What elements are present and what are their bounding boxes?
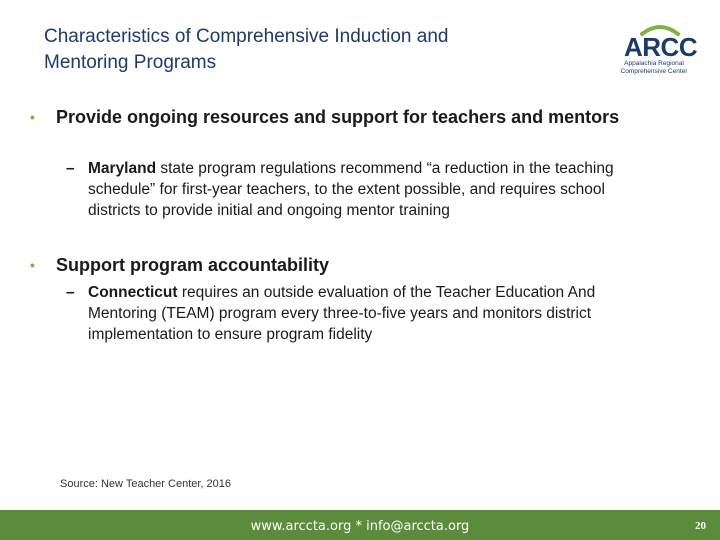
footer-links[interactable]: www.arccta.org * info@arccta.org	[250, 519, 470, 534]
bullet-dot: •	[30, 257, 35, 273]
sub-item-1-text	[88, 158, 648, 221]
slide-title	[44, 24, 584, 76]
bullet-dot: •	[30, 109, 35, 125]
sub-dash: –	[66, 284, 75, 301]
sub-item-2-text	[88, 282, 648, 345]
state-name: Connecticut	[88, 284, 178, 301]
footer-bar	[0, 510, 720, 540]
logo-text: ARCC	[624, 32, 698, 62]
arcc-logo	[612, 22, 696, 80]
state-name: Maryland	[88, 160, 157, 177]
title-line-2: Mentoring Programs	[44, 52, 217, 73]
sub-dash: –	[66, 160, 75, 177]
logo-subtitle-2: Comprehensive Center	[620, 68, 688, 75]
sub-item-2-rest: requires an outside evaluation of the Teacher Education And Mentoring (TEAM) program every three-to-five years and monitors district implementation to ensure program fidelity	[88, 284, 596, 343]
title-line-1: Characteristics of Comprehensive Induction and	[44, 26, 449, 47]
logo-subtitle-1: Appalachia Regional	[624, 60, 684, 67]
sub-item-1-rest: state program regulations recommend “a reduction in the teaching schedule” for first-year teachers, to the extent possible, and requires school districts to provide initial and ongoing mentor training	[88, 160, 614, 219]
bullet-1-text: Provide ongoing resources and support for teachers and mentors	[56, 107, 620, 127]
bullet-2-text: Support program accountability	[56, 255, 330, 275]
source-citation: Source: New Teacher Center, 2016	[60, 478, 232, 490]
page-number: 20	[695, 520, 706, 532]
